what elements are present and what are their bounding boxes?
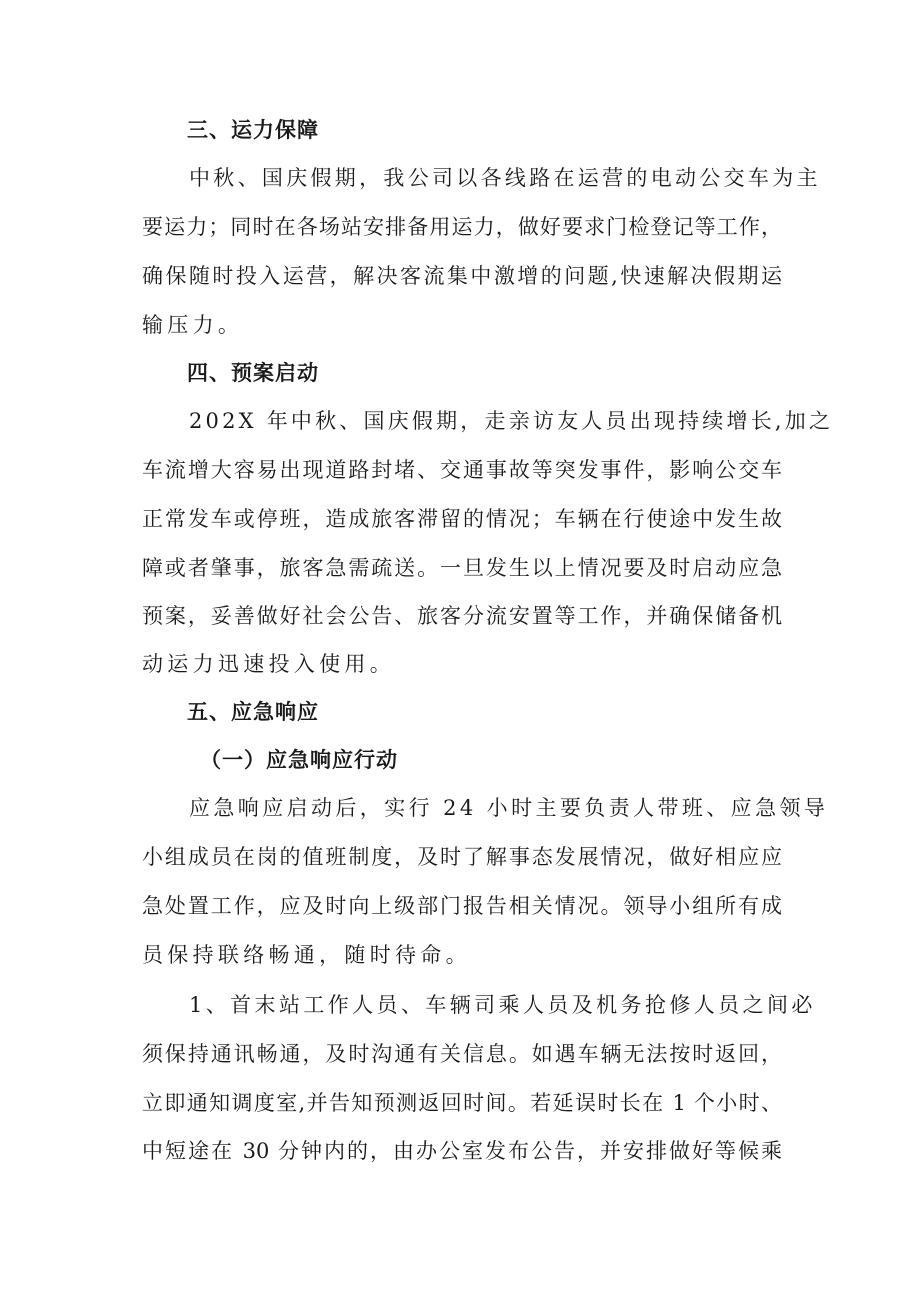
paragraph-line: 立即通知调度室,并告知预测返回时间。若延误时长在 1 个小时、 (142, 1091, 782, 1115)
section-heading-capacity: 三、运力保障 (187, 118, 319, 142)
section-heading-response: 五、应急响应 (187, 700, 319, 724)
section-heading-plan: 四、预案启动 (187, 361, 319, 385)
paragraph-line: 202X 年中秋、国庆假期，走亲访友人员出现持续增长,加之 (189, 409, 834, 433)
paragraph-line: 应急响应启动后，实行 24 小时主要负责人带班、应急领导 (189, 796, 829, 820)
paragraph-line: 急处置工作，应及时向上级部门报告相关情况。领导小组所有成 (142, 894, 782, 918)
subsection-heading-response-action: （一）应急响应行动 (200, 748, 398, 772)
paragraph-line: 动运力迅速投入使用。 (142, 652, 395, 676)
paragraph-line: 要运力；同时在各场站安排备用运力，做好要求门检登记等工作， (142, 215, 782, 239)
paragraph-line: 障或者肇事，旅客急需疏送。一旦发生以上情况要及时启动应急 (142, 556, 782, 580)
paragraph-line: 确保随时投入运营，解决客流集中激增的问题,快速解决假期运 (142, 264, 782, 288)
paragraph-line: 中短途在 30 分钟内的，由办公室发布公告，并安排做好等候乘 (142, 1139, 782, 1163)
paragraph-line: 中秋、国庆假期，我公司以各线路在运营的电动公交车为主 (189, 166, 821, 190)
paragraph-line: 须保持通讯畅通，及时沟通有关信息。如遇车辆无法按时返回， (142, 1042, 782, 1066)
paragraph-line: 小组成员在岗的值班制度，及时了解事态发展情况，做好相应应 (142, 845, 782, 869)
paragraph-line: 员保持联络畅通，随时待命。 (142, 943, 471, 967)
paragraph-line: 车流增大容易出现道路封堵、交通事故等突发事件，影响公交车 (142, 458, 782, 482)
paragraph-line: 输压力。 (142, 313, 244, 337)
paragraph-line: 预案，妥善做好社会公告、旅客分流安置等工作，并确保储备机 (142, 604, 782, 628)
paragraph-line: 正常发车或停班，造成旅客滞留的情况；车辆在行使途中发生故 (142, 507, 782, 531)
paragraph-line: 1、首末站工作人员、车辆司乘人员及机务抢修人员之间必 (189, 993, 816, 1017)
